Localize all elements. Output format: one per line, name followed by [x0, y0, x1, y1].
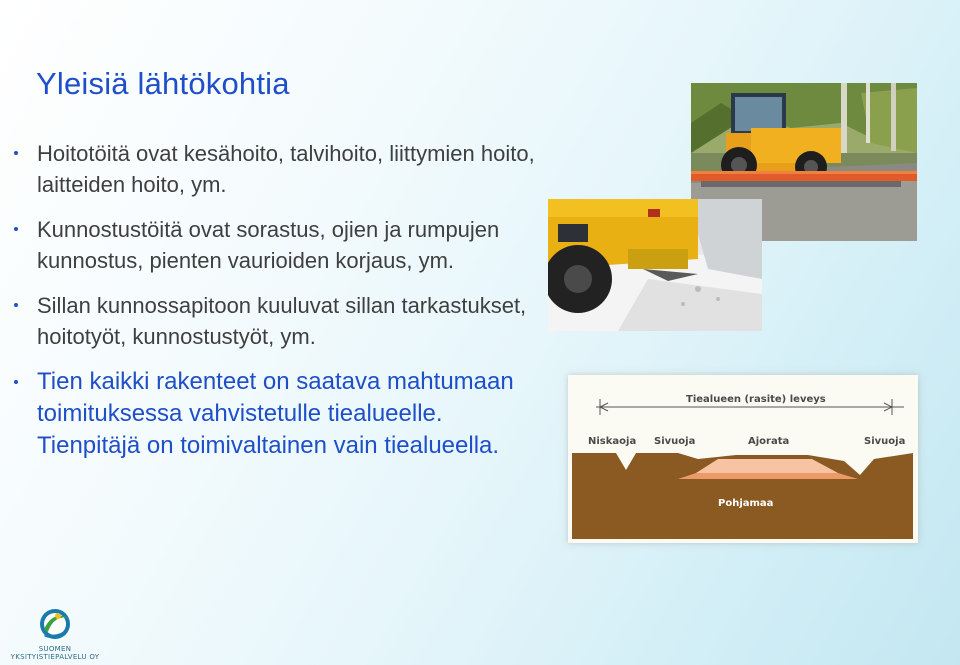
- logo-line2: YKSITYISTIEPALVELU OY: [10, 653, 100, 661]
- label-pohjamaa: Pohjamaa: [718, 498, 774, 509]
- bullet-maintenance: Hoitotöitä ovat kesähoito, talvihoito, liittymien hoito, laitteiden hoito, ym.: [0, 138, 540, 200]
- salt-spreader-photo: [548, 199, 762, 331]
- label-niskaoja: Niskaoja: [588, 436, 637, 447]
- road-area-width-label: Tiealueen (rasite) leveys: [686, 394, 826, 405]
- label-sivuoja-right: Sivuoja: [864, 436, 906, 447]
- bullet-list: [0, 138, 540, 476]
- bullet-road-area: Tien kaikki rakenteet on saatava mahtumaan toimituksessa vahvistetulle tiealueelle. Tienpitäjä on toimivaltainen vain tiealueella.: [0, 366, 527, 462]
- label-sivuoja-left: Sivuoja: [654, 436, 696, 447]
- road-cross-section-diagram: [568, 375, 918, 543]
- logo-emblem-icon: [0, 604, 110, 648]
- slide-title: Yleisiä lähtökohtia: [36, 66, 290, 101]
- label-ajorata: Ajorata: [748, 436, 790, 447]
- bullet-repairs: Kunnostustöitä ovat sorastus, ojien ja rumpujen kunnostus, pienten vaurioiden korjaus, ym.: [0, 214, 540, 276]
- company-logo: [0, 604, 110, 664]
- bullet-bridges: Sillan kunnossapitoon kuuluvat sillan tarkastukset, hoitotyöt, kunnostustyöt, ym.: [0, 290, 540, 352]
- logo-line1: SUOMEN: [38, 645, 72, 653]
